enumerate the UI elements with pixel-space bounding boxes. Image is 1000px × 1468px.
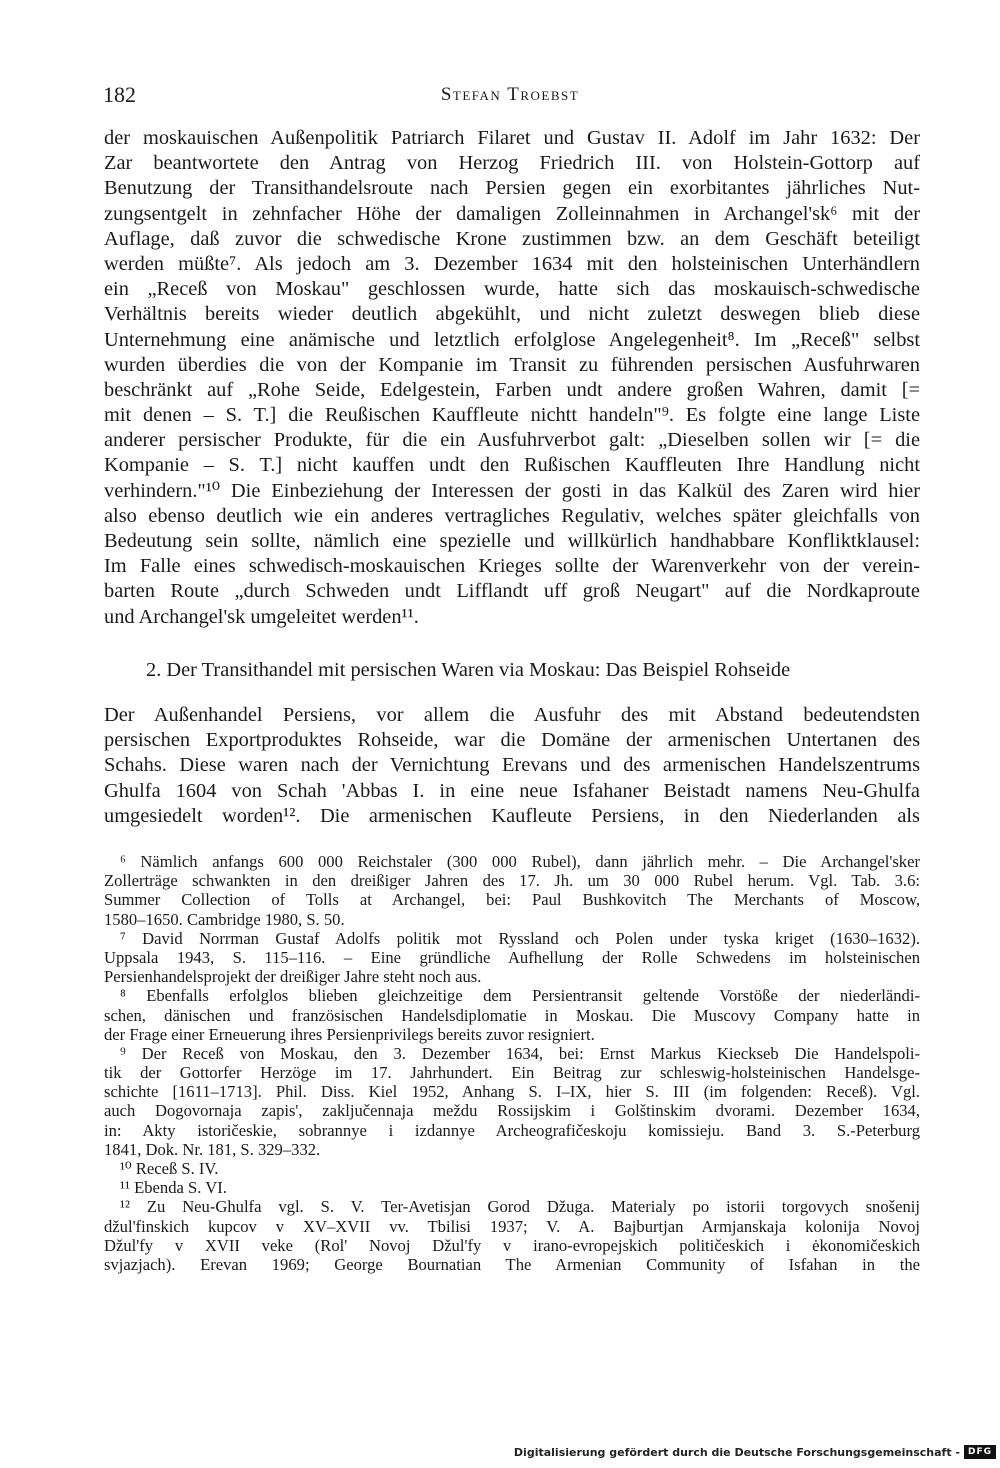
footnote-line: Zollerträge schwankten in den dreißiger Jahren des 17. Jh. um 30 000 Rubel herum. Vgl. Tab. 3.6:	[104, 871, 920, 891]
section-line: Ghulfa 1604 von Schah 'Abbas I. in eine neue Isfahaner Beistadt namens Neu-Ghulfa	[104, 779, 920, 802]
body-line: Zar beantwortete den Antrag von Herzog Friedrich III. von Holstein-Gottorp auf	[104, 152, 920, 175]
section-text-block	[104, 703, 920, 829]
credit-text: Digitalisierung gefördert durch die Deutsche Forschungsgemeinschaft -	[513, 1445, 960, 1459]
body-line: zungsentgelt in zehnfacher Höhe der damaligen Zolleinnahmen in Archangel'sk⁶ mit der	[104, 202, 920, 225]
footnotes	[104, 852, 920, 1274]
footnote-line: schen, dänischen und französischen Handelsdiplomatie in Moskau. Die Muscovy Company hatte in	[104, 1005, 920, 1025]
body-line: Im Falle eines schwedisch-moskauischen Krieges sollte der Warenverkehr von der verein-	[104, 555, 920, 578]
body-line: mit denen – S. T.] die Reußischen Kauffleute nichtt handeln"⁹. Es folgte eine lange Liste	[104, 404, 920, 427]
footnote-line: Džul'fy v XVII veke (Rol' Novoj Džul'fy v irano-evropejskich političeskich i ėkonomičeskich	[104, 1235, 920, 1255]
footnote-line: ⁷ David Norrman Gustaf Adolfs politik mot Ryssland och Polen under tyska kriget (1630–1632).	[120, 928, 920, 948]
body-line: werden müßte⁷. Als jedoch am 3. Dezember 1634 mit den holsteinischen Unterhändlern	[104, 252, 920, 275]
body-line: Benutzung der Transithandelsroute nach Persien gegen ein exorbitantes jährliches Nut-	[104, 177, 920, 200]
footnote-line: schichte [1611–1713]. Phil. Diss. Kiel 1952, Anhang S. I–IX, hier S. III (im folgenden: Receß). Vgl.	[104, 1082, 920, 1102]
body-line: also ebenso deutlich wie ein anderes vertragliches Regulativ, welches später gleichfalls von	[104, 504, 920, 527]
body-line: beschränkt auf „Rohe Seide, Edelgestein, Farben undt andere großen Wahren, damit [=	[104, 378, 920, 401]
footnote-line: ¹⁰ Receß S. IV.	[120, 1159, 219, 1178]
body-line: barten Route „durch Schweden undt Lifflandt uff groß Neugart" auf die Nordkaproute	[104, 580, 920, 603]
footnote-line: ¹² Zu Neu-Ghulfa vgl. S. V. Ter-Avetisjan Gorod Džuga. Materialy po istorii torgovych snošenij	[120, 1197, 920, 1217]
body-line: anderer persischer Produkte, für die ein Ausfuhrverbot galt: „Dieselben sollen wir [= die	[104, 429, 920, 452]
footnote-line: svjazjach). Erevan 1969; George Bournatian The Armenian Community of Isfahan in the	[104, 1254, 920, 1274]
body-line: Kompanie – S. T.] nicht kauffen undt den Rußischen Kauffleuten Ihre Handlung nicht	[104, 454, 920, 477]
section-heading: 2. Der Transithandel mit persischen Waren via Moskau: Das Beispiel Rohseide	[146, 659, 791, 681]
footnote-line: ⁸ Ebenfalls erfolglos blieben gleichzeitige dem Persientransit geltende Vorstöße der niederländi-	[120, 986, 920, 1006]
running-head: Stefan Troebst	[440, 84, 580, 105]
body-line: verhindern."¹⁰ Die Einbeziehung der Interessen der gosti in das Kalkül des Zaren wird hier	[104, 479, 920, 502]
body-line: Bedeutung sein sollte, nämlich eine spezielle und willkürlich handhabbare Konfliktklausel:	[104, 530, 920, 552]
footnote-line: tik der Gottorfer Herzöge im 17. Jahrhundert. Ein Beitrag zur schleswig-holsteinischen Handelsge-	[104, 1063, 920, 1083]
footnote-line: ⁹ Der Receß von Moskau, den 3. Dezember 1634, bei: Ernst Markus Kieckseb Die Handelspoli-	[120, 1043, 920, 1063]
footnote-line: Uppsala 1943, S. 115–116. – Eine gründliche Aufhellung der Rolle Schwedens im holsteinischen	[104, 947, 920, 967]
footnote-line: ⁶ Nämlich anfangs 600 000 Reichstaler (300 000 Rubel), dann jährlich mehr. – Die Archangel'sker	[120, 852, 920, 871]
digitization-credit	[514, 1440, 996, 1464]
body-line: ein „Receß von Moskau" geschlossen wurde, hatte sich das moskauisch-schwedische	[104, 278, 920, 301]
section-line: Der Außenhandel Persiens, vor allem die Ausfuhr des mit Abstand bedeutendsten	[104, 704, 920, 726]
body-line: der moskauischen Außenpolitik Patriarch Filaret und Gustav II. Adolf im Jahr 1632: Der	[104, 127, 920, 149]
footnote-line: ¹¹ Ebenda S. VI.	[120, 1178, 227, 1198]
page-header	[100, 82, 920, 112]
dfg-logo-icon: DFG	[964, 1445, 996, 1459]
page-number: 182	[103, 82, 136, 107]
footnote-line: 1841, Dok. Nr. 181, S. 329–332.	[104, 1139, 321, 1159]
section-line: umgesiedelt worden¹². Die armenischen Kaufleute Persiens, in den Niederlanden als	[104, 804, 920, 827]
section-line: persischen Exportproduktes Rohseide, war die Domäne der armenischen Untertanen des	[104, 729, 920, 752]
body-line: Verhältnis bereits wieder deutlich abgekühlt, und nicht zuletzt deswegen blieb diese	[104, 303, 920, 326]
body-line: wurden überdies die von der Kompanie im Transit zu führenden persischen Ausfuhrwaren	[104, 353, 920, 376]
footnote-line: Summer Collection of Tolls at Archangel, bei: Paul Bushkovitch The Merchants of Moscow,	[104, 890, 920, 910]
body-line: Auflage, daß zuvor die schwedische Krone zustimmen bzw. an dem Geschäft beteiligt	[104, 227, 920, 250]
body-text-block	[104, 126, 920, 630]
footnote-line: in: Akty istoričeskie, sobrannye i izdannye Archeografičeskoju komissieju. Band 3. S.-Peterburg	[104, 1120, 920, 1140]
section-line: Schahs. Diese waren nach der Vernichtung Erevans und des armenischen Handelszentrums	[104, 754, 920, 777]
footnote-line: Persienhandelsprojekt der dreißiger Jahre steht noch aus.	[104, 967, 482, 987]
footnote-line: 1580–1650. Cambridge 1980, S. 50.	[104, 909, 345, 929]
footnote-line: der Frage einer Erneuerung ihres Persienprivilegs bereits zuvor resigniert.	[104, 1024, 595, 1044]
body-line: Unternehmung eine anämische und letztlich erfolglose Angelegenheit⁸. Im „Receß" selbst	[104, 328, 920, 351]
footnote-line: džul'finskich kupcov v XV–XVII vv. Tbilisi 1937; V. A. Bajburtjan Armjanskaja kolonija Novoj	[104, 1216, 920, 1236]
footnote-line: auch Dogovornaja zapis', zaključennaja meždu Rossijskim i Golštinskim dvorami. Dezember 1634,	[104, 1101, 920, 1121]
body-line: und Archangel'sk umgeleitet werden¹¹.	[104, 605, 419, 628]
